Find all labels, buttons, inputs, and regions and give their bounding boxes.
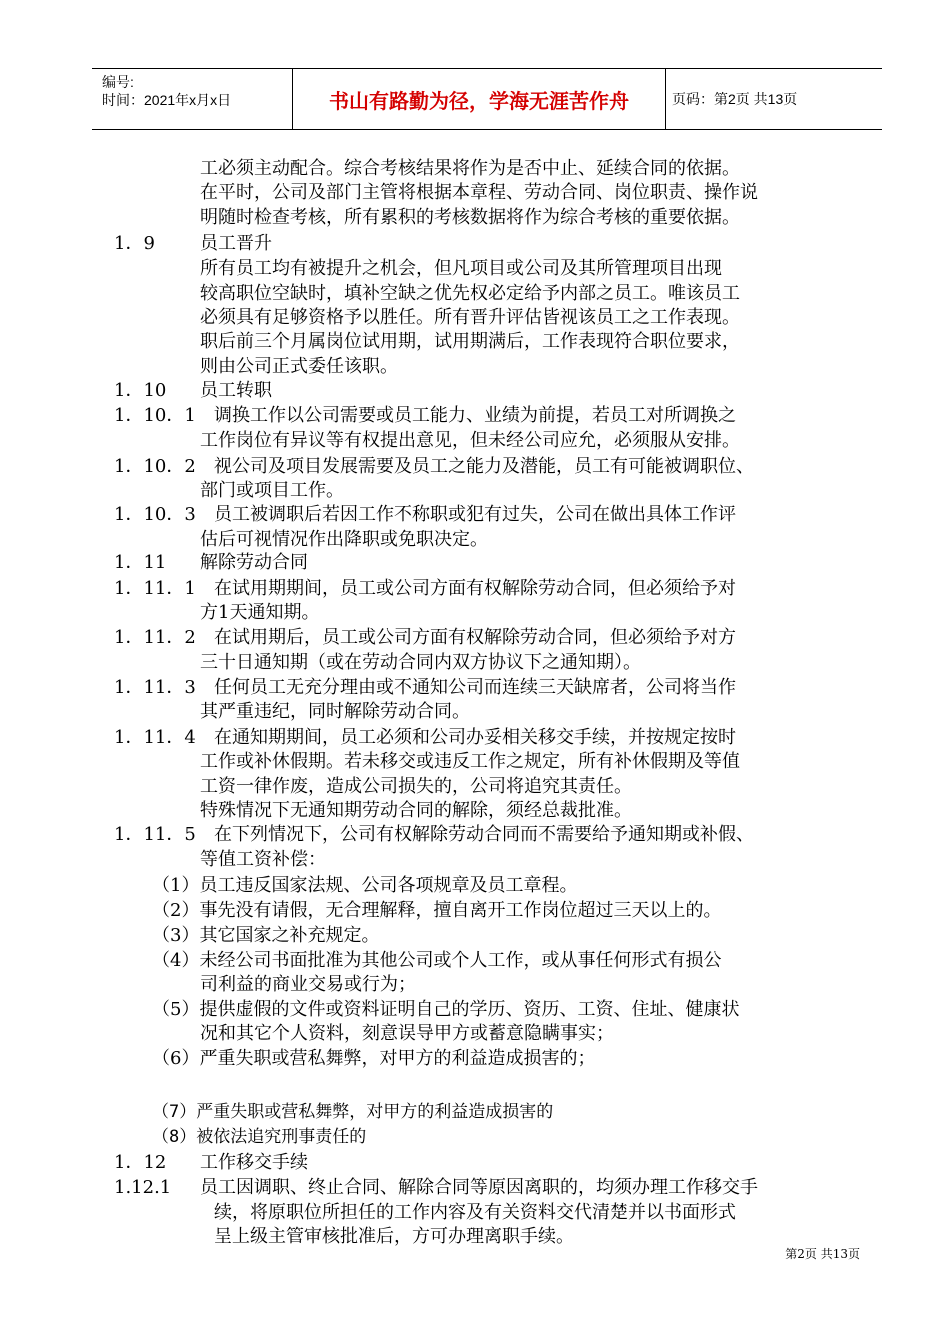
code-label: 编号: xyxy=(102,74,134,90)
list-item-continued: 况和其它个人资料，刻意误导甲方或蓄意隐瞒事实； xyxy=(200,1023,614,1044)
section-number: 1．10 xyxy=(114,380,167,401)
section-number: 1．11．4 xyxy=(114,727,196,748)
body-line: 在下列情况下，公司有权解除劳动合同而不需要给予通知期或补假、 xyxy=(214,824,754,845)
section-title: 员工转职 xyxy=(200,380,272,401)
body-line: 职后前三个月属岗位试用期，试用期满后，工作表现符合职位要求， xyxy=(200,331,740,352)
body-line: 调换工作以公司需要或员工能力、业绩为前提，若员工对所调换之 xyxy=(214,405,736,426)
section-number: 1．11．2 xyxy=(114,627,196,648)
section-number: 1．9 xyxy=(114,233,155,254)
body-line: 视公司及项目发展需要及员工之能力及潜能，员工有可能被调职位、 xyxy=(214,456,754,477)
body-line: 工必须主动配合。综合考核结果将作为是否中止、延续合同的依据。 xyxy=(200,158,740,179)
body-line: 工作岗位有异议等有权提出意见，但未经公司应允，必须服从安排。 xyxy=(200,430,740,451)
list-item: （2）事先没有请假，无合理解释，擅自离开工作岗位超过三天以上的。 xyxy=(152,900,722,921)
body-line: 在通知期期间，员工必须和公司办妥相关移交手续，并按规定按时 xyxy=(214,727,736,748)
body-line: 较高职位空缺时，填补空缺之优先权必定给予内部之员工。唯该员工 xyxy=(200,283,740,304)
body-line: 估后可视情况作出降职或免职决定。 xyxy=(200,529,488,550)
body-line: 部门或项目工作。 xyxy=(200,480,344,501)
body-line: 工作或补休假期。若未移交或违反工作之规定，所有补休假期及等值 xyxy=(200,751,740,772)
body-line: 在试用期期间，员工或公司方面有权解除劳动合同，但必须给予对 xyxy=(214,578,736,599)
list-item: （8）被依法追究刑事责任的 xyxy=(152,1127,367,1147)
list-item: （3）其它国家之补充规定。 xyxy=(152,925,380,946)
section-number: 1．10．1 xyxy=(114,405,196,426)
section-title: 员工晋升 xyxy=(200,233,272,254)
section-number: 1．11．3 xyxy=(114,677,196,698)
body-line: 三十日通知期（或在劳动合同内双方协议下之通知期）。 xyxy=(200,652,641,673)
list-item: （4）未经公司书面批准为其他公司或个人工作，或从事任何形式有损公 xyxy=(152,950,722,971)
page-footer: 第2页 共13页 xyxy=(785,1247,860,1261)
body-line: 任何员工无充分理由或不通知公司而连续三天缺席者，公司将当作 xyxy=(214,677,736,698)
body-line: 则由公司正式委任该职。 xyxy=(200,356,398,377)
body-line: 方1天通知期。 xyxy=(200,602,320,623)
section-number: 1．12 xyxy=(114,1152,167,1173)
body-line: 其严重违纪，同时解除劳动合同。 xyxy=(200,701,470,722)
body-line: 员工被调职后若因工作不称职或犯有过失，公司在做出具体工作评 xyxy=(214,504,736,525)
section-number: 1．11．5 xyxy=(114,824,196,845)
header-divider xyxy=(665,69,666,129)
list-item-continued: 司利益的商业交易或行为； xyxy=(200,974,416,995)
body-line: 呈上级主管审核批准后，方可办理离职手续。 xyxy=(214,1226,574,1247)
header-meta xyxy=(92,69,292,129)
header-page-label: 页码：第2页 共13页 xyxy=(672,91,798,107)
body-line: 续，将原职位所担任的工作内容及有关资料交代清楚并以书面形式 xyxy=(214,1202,736,1223)
body-line: 必须具有足够资格予以胜任。所有晋升评估皆视该员工之工作表现。 xyxy=(200,307,740,328)
body-line: 所有员工均有被提升之机会，但凡项目或公司及其所管理项目出现 xyxy=(200,258,722,279)
body-line: 员工因调职、终止合同、解除合同等原因离职的，均须办理工作移交手 xyxy=(200,1177,758,1198)
header-motto: 书山有路勤为径，学海无涯苦作舟 xyxy=(329,88,629,113)
body-line: 工资一律作废，造成公司损失的，公司将追究其责任。 xyxy=(200,776,632,797)
body-line: 特殊情况下无通知期劳动合同的解除，须经总裁批准。 xyxy=(200,800,632,821)
list-item: （1）员工违反国家法规、公司各项规章及员工章程。 xyxy=(152,875,578,896)
list-item: （7）严重失职或营私舞弊，对甲方的利益造成损害的 xyxy=(152,1102,554,1122)
page-header xyxy=(92,68,882,130)
section-number: 1．11 xyxy=(114,552,167,573)
section-number: 1.12.1 xyxy=(114,1177,172,1198)
list-item: （5）提供虚假的文件或资料证明自己的学历、资历、工资、住址、健康状 xyxy=(152,999,740,1020)
body-line: 在平时，公司及部门主管将根据本章程、劳动合同、岗位职责、操作说 xyxy=(200,182,758,203)
list-item: （6）严重失职或营私舞弊，对甲方的利益造成损害的； xyxy=(152,1048,596,1069)
section-number: 1．11．1 xyxy=(114,578,196,599)
body-line: 明随时检查考核，所有累积的考核数据将作为综合考核的重要依据。 xyxy=(200,207,740,228)
time-label: 时间：2021年x月x日 xyxy=(102,92,232,108)
body-line: 在试用期后，员工或公司方面有权解除劳动合同，但必须给予对方 xyxy=(214,627,736,648)
section-number: 1．10．2 xyxy=(114,456,196,477)
section-title: 解除劳动合同 xyxy=(200,552,308,573)
section-title: 工作移交手续 xyxy=(200,1152,308,1173)
section-number: 1．10．3 xyxy=(114,504,196,525)
body-line: 等值工资补偿： xyxy=(200,849,326,870)
